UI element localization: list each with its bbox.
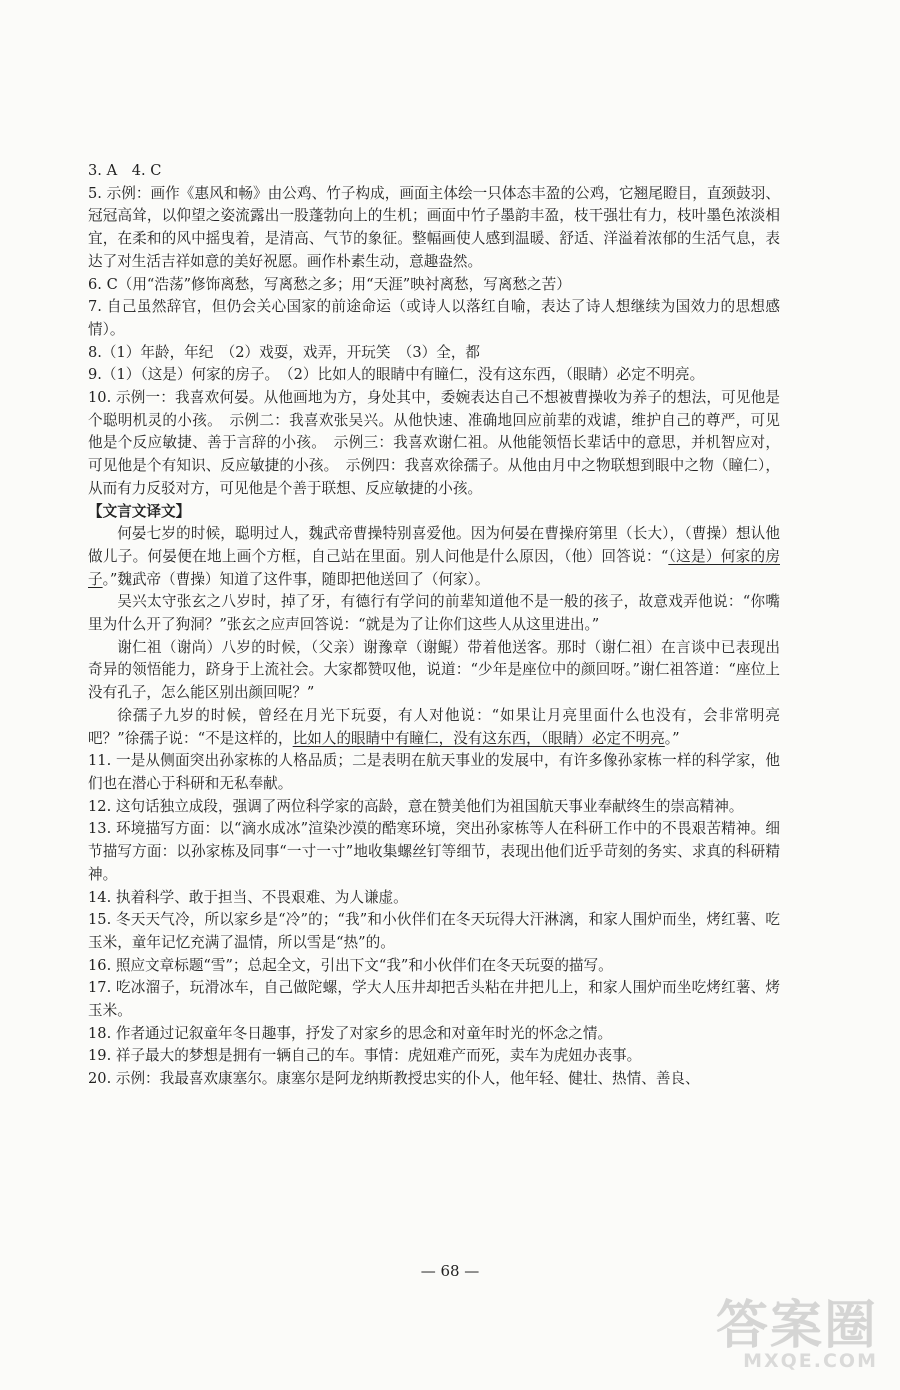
answer-line: 14. 执着科学、敢于担当、不畏艰难、为人谦虚。 [88,888,408,906]
answer-line: 11. 一是从侧面突出孙家栋的人格品质；二是表明在航天事业的发展中，有许多像孙家栋一样的科学家，他们也在潜心于科研和无私奉献。 [88,752,780,792]
underlined-text: 比如人的眼睛中有瞳仁，没有这东西，（眼睛）必定不明亮 [292,729,665,747]
underlined-text: （这是）何家的房子 [88,547,780,588]
section-heading: 【文言文译文】 [88,502,191,520]
answer-line: 19. 祥子最大的梦想是拥有一辆自己的车。事情：虎妞难产而死，卖车为虎妞办丧事。 [88,1047,642,1065]
answer-line: 9.（1）（这是）何家的房子。 （2）比如人的眼睛中有瞳仁，没有这东西，（眼睛）必定不明亮。 [88,366,705,384]
watermark-text: 答案圈 [715,1296,878,1356]
translation-paragraph: 吴兴太守张玄之八岁时，掉了牙，有德行有学问的前辈知道他不是一般的孩子，故意戏弄他说：“你嘴里为什么开了狗洞？”张玄之应声回答说：“就是为了让你们这些人从这里进出。” [88,593,780,634]
answer-line: 7. 自己虽然辞官，但仍会关心国家的前途命运（或诗人以落红自喻，表达了诗人想继续为国效力的思想感情）。 [88,298,780,338]
answer-line: 17. 吃冰溜子，玩滑冰车，自己做陀螺，学大人压井却把舌头粘在井把儿上，和家人围炉而坐吃烤红薯、烤玉米。 [88,979,780,1020]
answer-line: 5. 示例：画作《惠风和畅》由公鸡、竹子构成，画面主体绘一只体态丰盈的公鸡，它翘尾瞪目，直颈鼓羽、冠冠高耸，以仰望之姿流露出一股蓬勃向上的生机；画面中竹子墨韵丰盈，枝干强壮有力，枝叶墨色浓淡相宜，在柔和的风中摇曳着，是清高、气节的象征。整幅画使人感到温暖、舒适、洋溢着浓郁的生活气息，表达了对生活吉祥如意的美好祝愿。画作朴素生动，意趣盎然。 [88,184,780,270]
answer-line: 13. 环境描写方面：以“滴水成冰”渲染沙漠的酷寒环境，突出孙家栋等人在科研工作中的不畏艰苦精神。细节描写方面：以孙家栋及同事“一寸一寸”地收集螺丝钉等细节，表现出他们近乎苛刻的务实、求真的科研精神。 [88,820,780,883]
page-number: — 68 — [420,1262,480,1280]
translation-paragraph: 徐孺子九岁的时候，曾经在月光下玩耍，有人对他说：“如果让月亮里面什么也没有，会非常明亮吧？”徐孺子说：“不是这样的，比如人的眼睛中有瞳仁，没有这东西，（眼睛）必定不明亮。” [88,706,780,747]
answer-line: 18. 作者通过记叙童年冬日趣事，抒发了对家乡的思念和对童年时光的怀念之情。 [88,1024,613,1042]
watermark-logo [678,1298,878,1376]
answer-line: 16. 照应文章标题“雪”；总起全文，引出下文“我”和小伙伴们在冬天玩耍的描写。 [88,956,613,974]
answer-line: 20. 示例：我最喜欢康塞尔。康塞尔是阿龙纳斯教授忠实的仆人，他年轻、健壮、热情、善良、 [88,1070,700,1088]
answer-line: 12. 这句话独立成段，强调了两位科学家的高龄，意在赞美他们为祖国航天事业奉献终生的崇高精神。 [88,797,744,815]
translation-paragraph: 谢仁祖（谢尚）八岁的时候，（父亲）谢豫章（谢鲲）带着他送客。那时（谢仁祖）在言谈中已表现出奇异的领悟能力，跻身于上流社会。大家都赞叹他，说道：“少年是座位中的颜回呀。”谢仁祖答道：“座位上没有孔子，怎么能区别出颜回呢？” [88,638,780,702]
answer-line: 10. 示例一：我喜欢何晏。从他画地为方，身处其中，委婉表达自己不想被曹操收为养子的想法，可见他是个聪明机灵的小孩。 示例二：我喜欢张吴兴。从他快速、准确地回应前辈的戏谑，维护自己的尊严，可见他是个反应敏捷、善于言辞的小孩。 示例三：我喜欢谢仁祖。从他能领悟长辈话中的意思，并机智应对，可见他是个有知识、反应敏捷的小孩。 示例四：我喜欢徐孺子。从他由月中之物联想到眼中之物（瞳仁），从而有力反驳对方，可见他是个善于联想、反应敏捷的小孩。 [88,389,780,497]
answer-page [88,160,780,1091]
answer-line: 15. 冬天天气冷，所以家乡是“冷”的；“我”和小伙伴们在冬天玩得大汗淋漓，和家人围炉而坐，烤红薯、吃玉米，童年记忆充满了温情，所以雪是“热”的。 [88,911,780,951]
translation-paragraph: 何晏七岁的时候，聪明过人，魏武帝曹操特别喜爱他。因为何晏在曹操府第里（长大），（曹操）想认他做儿子。何晏便在地上画个方框，自己站在里面。别人问他是什么原因，（他）回答说：“（这是）何家的房子。”魏武帝（曹操）知道了这件事，随即把他送回了（何家）。 [88,525,780,588]
answer-line: 6. C（用“浩荡”修饰离愁，写离愁之多；用“天涯”映衬离愁，写离愁之苦） [88,275,571,293]
watermark-url: MXQE.COM [743,1350,878,1372]
answer-line: 3. A 4. C [88,162,162,179]
answer-line: 8.（1）年龄，年纪 （2）戏耍，戏弄，开玩笑 （3）全，都 [88,343,481,361]
